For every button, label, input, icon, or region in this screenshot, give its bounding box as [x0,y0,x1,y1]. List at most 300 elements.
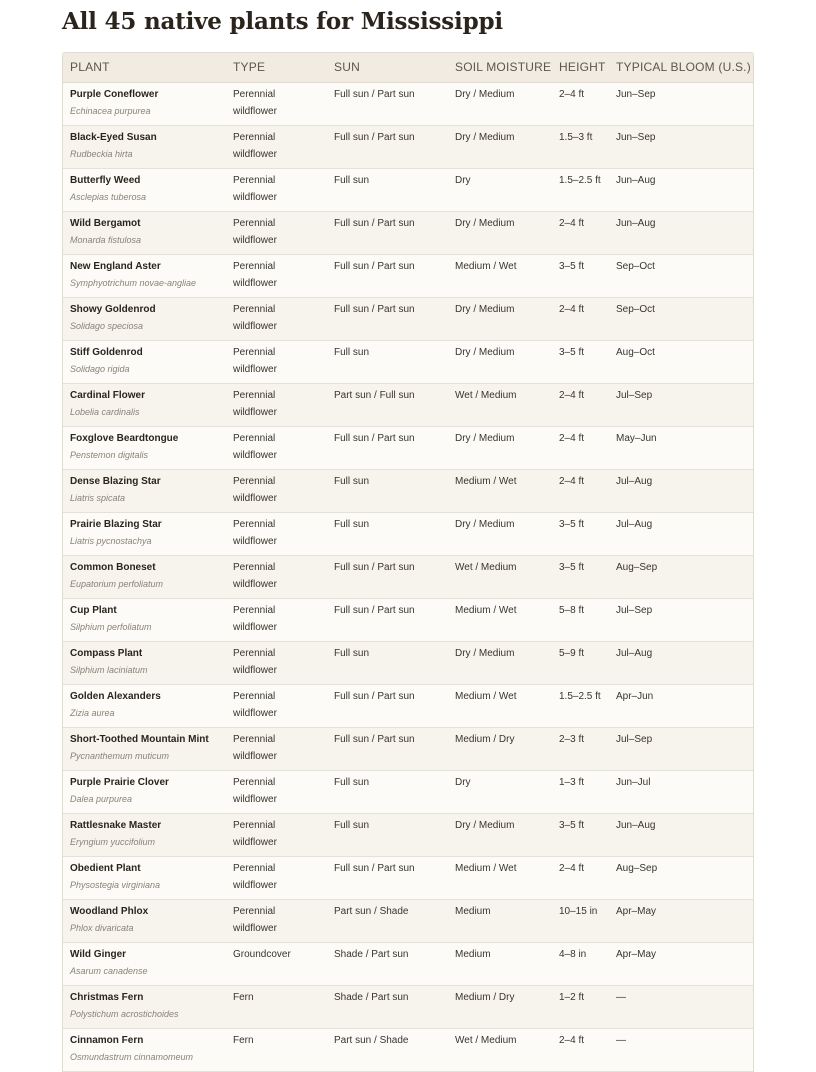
column-header-type[interactable]: TYPE [226,53,327,82]
sun-cell [327,770,448,813]
sun-cell-text: Full sun / Part sun [334,260,415,272]
plant-scientific-name: Asarum canadense [70,966,148,976]
bloom-cell-text: Sep–Oct [616,260,655,272]
bloom-cell [609,125,753,168]
soil-moisture-cell [448,641,552,684]
plant-type-cell-text: Perennial wildflower [233,174,277,203]
sun-cell-text: Part sun / Shade [334,905,409,917]
height-cell-text: 2–3 ft [559,733,585,745]
soil-moisture-cell [448,555,552,598]
table-row[interactable] [63,426,753,469]
height-cell [552,168,609,211]
bloom-cell [609,512,753,555]
sun-cell-text: Full sun [334,518,370,530]
height-cell [552,856,609,899]
soil-moisture-cell-text: Dry / Medium [455,88,515,100]
height-cell [552,254,609,297]
sun-cell-text: Part sun / Shade [334,1034,409,1046]
plant-scientific-name: Phlox divaricata [70,923,134,933]
soil-moisture-cell-text: Dry / Medium [455,346,515,358]
soil-moisture-cell-text: Dry / Medium [455,303,515,315]
column-header-plant[interactable]: PLANT [63,53,226,82]
plant-cell [63,297,226,340]
plant-common-name: Golden Alexanders [70,690,161,702]
soil-moisture-cell-text: Wet / Medium [455,389,517,401]
height-cell-text: 2–4 ft [559,1034,585,1046]
plant-type-cell [226,168,327,211]
bloom-cell [609,985,753,1028]
column-header-height[interactable]: HEIGHT [552,53,609,82]
height-cell [552,942,609,985]
height-cell [552,211,609,254]
soil-moisture-cell [448,684,552,727]
plant-type-cell-text: Perennial wildflower [233,604,277,633]
bloom-cell-text: — [616,991,626,1003]
bloom-cell [609,899,753,942]
soil-moisture-cell-text: Medium / Wet [455,475,517,487]
plant-scientific-name: Dalea purpurea [70,794,133,804]
bloom-cell [609,942,753,985]
soil-moisture-cell [448,727,552,770]
plant-common-name: Woodland Phlox [70,905,149,917]
plant-scientific-name: Asclepias tuberosa [70,192,147,202]
plant-common-name: Cup Plant [70,604,117,616]
plant-common-name: Showy Goldenrod [70,303,156,315]
sun-cell [327,1028,448,1071]
height-cell [552,899,609,942]
plant-type-cell [226,340,327,383]
sun-cell [327,942,448,985]
table-row[interactable] [63,598,753,641]
soil-moisture-cell-text: Medium / Dry [455,991,515,1003]
bloom-cell [609,383,753,426]
soil-moisture-cell-text: Medium [455,948,491,960]
height-cell [552,641,609,684]
plant-common-name: Compass Plant [70,647,143,659]
plant-type-cell [226,1028,327,1071]
plant-type-cell [226,426,327,469]
plant-type-cell-text: Perennial wildflower [233,518,277,547]
plant-scientific-name: Liatris pycnostachya [70,536,152,546]
height-cell-text: 2–4 ft [559,862,585,874]
plant-cell [63,856,226,899]
height-cell-text: 3–5 ft [559,518,585,530]
bloom-cell [609,727,753,770]
table-row[interactable] [63,297,753,340]
plant-common-name: Wild Bergamot [70,217,141,229]
table-row[interactable] [63,856,753,899]
plant-scientific-name: Eupatorium perfoliatum [70,579,164,589]
bloom-cell [609,1028,753,1071]
bloom-cell [609,254,753,297]
soil-moisture-cell-text: Medium / Wet [455,260,517,272]
soil-moisture-cell [448,168,552,211]
plant-type-cell-text: Perennial wildflower [233,303,277,332]
soil-moisture-cell [448,254,552,297]
plant-common-name: Rattlesnake Master [70,819,162,831]
bloom-cell [609,598,753,641]
page-title: All 45 native plants for Mississippi [62,8,503,35]
plant-common-name: Obedient Plant [70,862,141,874]
soil-moisture-cell-text: Dry / Medium [455,131,515,143]
plant-scientific-name: Eryngium yuccifolium [70,837,156,847]
plant-cell [63,727,226,770]
plant-cell [63,340,226,383]
soil-moisture-cell-text: Dry / Medium [455,217,515,229]
table-row[interactable] [63,340,753,383]
soil-moisture-cell-text: Dry [455,174,471,186]
sun-cell [327,297,448,340]
plant-type-cell-text: Groundcover [233,948,291,960]
sun-cell [327,383,448,426]
plant-common-name: Butterfly Weed [70,174,141,186]
sun-cell-text: Full sun [334,174,370,186]
height-cell [552,340,609,383]
plant-cell [63,598,226,641]
plant-type-cell-text: Perennial wildflower [233,561,277,590]
plant-type-cell-text: Perennial wildflower [233,819,277,848]
plant-type-cell [226,684,327,727]
height-cell-text: 3–5 ft [559,260,585,272]
plant-type-cell-text: Perennial wildflower [233,346,277,375]
height-cell [552,684,609,727]
plant-type-cell [226,942,327,985]
sun-cell-text: Full sun / Part sun [334,432,415,444]
bloom-cell-text: Jul–Aug [616,647,653,659]
plant-type-cell-text: Perennial wildflower [233,432,277,461]
soil-moisture-cell-text: Dry / Medium [455,647,515,659]
soil-moisture-cell-text: Medium / Wet [455,604,517,616]
soil-moisture-cell-text: Dry / Medium [455,518,515,530]
height-cell-text: 2–4 ft [559,432,585,444]
soil-moisture-cell [448,899,552,942]
sun-cell-text: Full sun [334,346,370,358]
plant-type-cell [226,598,327,641]
plant-common-name: Cinnamon Fern [70,1034,144,1046]
bloom-cell-text: Aug–Sep [616,862,658,874]
bloom-cell [609,469,753,512]
plant-cell [63,125,226,168]
sun-cell [327,211,448,254]
table-row[interactable] [63,985,753,1028]
height-cell-text: 5–9 ft [559,647,585,659]
plant-cell [63,469,226,512]
sun-cell [327,856,448,899]
plant-type-cell-text: Perennial wildflower [233,690,277,719]
height-cell-text: 5–8 ft [559,604,585,616]
sun-cell-text: Shade / Part sun [334,991,409,1003]
plant-common-name: Common Boneset [70,561,156,573]
plant-cell [63,641,226,684]
plant-common-name: Black-Eyed Susan [70,131,157,143]
bloom-cell [609,211,753,254]
height-cell-text: 3–5 ft [559,819,585,831]
plant-type-cell-text: Perennial wildflower [233,88,277,117]
soil-moisture-cell [448,383,552,426]
height-cell [552,985,609,1028]
plant-type-cell-text: Perennial wildflower [233,647,277,676]
height-cell-text: 2–4 ft [559,389,585,401]
bloom-cell-text: Jul–Aug [616,475,653,487]
table-row[interactable] [63,942,753,985]
sun-cell-text: Full sun [334,819,370,831]
plant-common-name: Foxglove Beardtongue [70,432,179,444]
bloom-cell [609,297,753,340]
bloom-cell [609,684,753,727]
bloom-cell [609,641,753,684]
height-cell-text: 1–3 ft [559,776,585,788]
soil-moisture-cell-text: Dry / Medium [455,819,515,831]
height-cell-text: 10–15 in [559,905,598,917]
plant-type-cell-text: Perennial wildflower [233,131,277,160]
plant-type-cell-text: Perennial wildflower [233,475,277,504]
height-cell [552,1028,609,1071]
plant-scientific-name: Polystichum acrostichoides [70,1009,179,1019]
plant-type-cell [226,512,327,555]
height-cell-text: 3–5 ft [559,561,585,573]
table-row[interactable] [63,555,753,598]
plant-cell [63,684,226,727]
sun-cell [327,426,448,469]
sun-cell-text: Full sun / Part sun [334,604,415,616]
plant-scientific-name: Silphium perfoliatum [70,622,152,632]
plant-scientific-name: Physostegia virginiana [70,880,161,890]
bloom-cell-text: Apr–May [616,948,657,960]
bloom-cell [609,426,753,469]
sun-cell [327,512,448,555]
plant-type-cell [226,985,327,1028]
plant-type-cell [226,82,327,125]
soil-moisture-cell [448,512,552,555]
plant-common-name: Stiff Goldenrod [70,346,143,358]
plant-scientific-name: Echinacea purpurea [70,106,151,116]
sun-cell [327,555,448,598]
bloom-cell [609,770,753,813]
sun-cell [327,813,448,856]
soil-moisture-cell [448,770,552,813]
table-row[interactable] [63,770,753,813]
plant-type-cell-text: Perennial wildflower [233,260,277,289]
column-header-soil-moisture[interactable]: SOIL MOISTURE [448,53,552,82]
height-cell [552,555,609,598]
table-header [63,53,753,82]
bloom-cell-text: Sep–Oct [616,303,655,315]
plants-table-container [62,52,754,1072]
height-cell [552,125,609,168]
sun-cell [327,254,448,297]
sun-cell-text: Full sun / Part sun [334,88,415,100]
sun-cell-text: Full sun / Part sun [334,862,415,874]
height-cell-text: 4–8 in [559,948,587,960]
plant-scientific-name: Rudbeckia hirta [70,149,133,159]
plant-type-cell [226,856,327,899]
table-row[interactable] [63,211,753,254]
table-row[interactable] [63,125,753,168]
plant-common-name: Dense Blazing Star [70,475,161,487]
plant-scientific-name: Lobelia cardinalis [70,407,140,417]
column-header-sun[interactable]: SUN [327,53,448,82]
soil-moisture-cell-text: Wet / Medium [455,561,517,573]
bloom-cell-text: Jun–Aug [616,174,656,186]
plant-cell [63,1028,226,1071]
plant-type-cell [226,469,327,512]
table-row[interactable] [63,641,753,684]
soil-moisture-cell [448,598,552,641]
soil-moisture-cell-text: Medium / Wet [455,862,517,874]
plant-scientific-name: Liatris spicata [70,493,126,503]
height-cell [552,426,609,469]
bloom-cell-text: Jun–Jul [616,776,651,788]
table-row[interactable] [63,727,753,770]
soil-moisture-cell-text: Dry / Medium [455,432,515,444]
plant-cell [63,899,226,942]
soil-moisture-cell [448,469,552,512]
sun-cell-text: Part sun / Full sun [334,389,415,401]
bloom-cell [609,340,753,383]
plant-type-cell-text: Perennial wildflower [233,905,277,934]
height-cell [552,297,609,340]
soil-moisture-cell-text: Medium [455,905,491,917]
table-row[interactable] [63,82,753,125]
sun-cell [327,82,448,125]
plant-type-cell [226,555,327,598]
height-cell [552,598,609,641]
soil-moisture-cell-text: Medium / Wet [455,690,517,702]
table-row[interactable] [63,813,753,856]
height-cell-text: 3–5 ft [559,346,585,358]
height-cell-text: 2–4 ft [559,303,585,315]
soil-moisture-cell [448,125,552,168]
plant-type-cell-text: Perennial wildflower [233,862,277,891]
plant-cell [63,426,226,469]
table-row[interactable] [63,512,753,555]
height-cell-text: 2–4 ft [559,88,585,100]
bloom-cell-text: Aug–Sep [616,561,658,573]
soil-moisture-cell [448,297,552,340]
soil-moisture-cell [448,813,552,856]
plant-type-cell [226,125,327,168]
plant-common-name: Wild Ginger [70,948,127,960]
sun-cell [327,168,448,211]
plant-scientific-name: Solidago rigida [70,364,130,374]
bloom-cell-text: Aug–Oct [616,346,655,358]
plant-scientific-name: Pycnanthemum muticum [70,751,170,761]
height-cell [552,770,609,813]
bloom-cell-text: Jul–Sep [616,389,653,401]
bloom-cell-text: Apr–Jun [616,690,654,702]
plant-common-name: Purple Coneflower [70,88,159,100]
sun-cell-text: Full sun / Part sun [334,733,415,745]
plant-type-cell [226,211,327,254]
plant-type-cell [226,770,327,813]
bloom-cell-text: Apr–May [616,905,657,917]
bloom-cell-text: Jun–Aug [616,819,656,831]
plant-type-cell-text: Fern [233,1034,254,1046]
sun-cell [327,985,448,1028]
plant-cell [63,985,226,1028]
sun-cell [327,727,448,770]
plant-scientific-name: Symphyotrichum novae-angliae [70,278,197,288]
height-cell [552,813,609,856]
plant-scientific-name: Silphium laciniatum [70,665,148,675]
plant-type-cell [226,641,327,684]
plant-scientific-name: Penstemon digitalis [70,450,149,460]
soil-moisture-cell [448,856,552,899]
bloom-cell [609,813,753,856]
bloom-cell [609,856,753,899]
table-row[interactable] [63,1028,753,1071]
header-row [63,53,753,82]
sun-cell-text: Full sun [334,475,370,487]
bloom-cell-text: — [616,1034,626,1046]
plant-type-cell [226,899,327,942]
bloom-cell-text: Jul–Sep [616,733,653,745]
plant-cell [63,555,226,598]
sun-cell [327,899,448,942]
table-row[interactable] [63,254,753,297]
plant-cell [63,383,226,426]
plant-type-cell [226,297,327,340]
bloom-cell-text: Jul–Sep [616,604,653,616]
plant-scientific-name: Osmundastrum cinnamomeum [70,1052,194,1062]
soil-moisture-cell [448,340,552,383]
plant-cell [63,211,226,254]
table-row[interactable] [63,684,753,727]
sun-cell [327,641,448,684]
bloom-cell-text: Jun–Sep [616,88,656,100]
bloom-cell-text: Jul–Aug [616,518,653,530]
plant-cell [63,942,226,985]
bloom-cell [609,555,753,598]
plant-cell [63,254,226,297]
table-row[interactable] [63,383,753,426]
bloom-cell-text: Jun–Sep [616,131,656,143]
sun-cell-text: Full sun / Part sun [334,131,415,143]
sun-cell-text: Full sun / Part sun [334,303,415,315]
plant-common-name: New England Aster [70,260,161,272]
sun-cell [327,684,448,727]
table-row[interactable] [63,168,753,211]
soil-moisture-cell [448,426,552,469]
plant-common-name: Short-Toothed Mountain Mint [70,733,209,745]
plant-type-cell-text: Perennial wildflower [233,776,277,805]
sun-cell-text: Full sun / Part sun [334,561,415,573]
table-row[interactable] [63,469,753,512]
height-cell-text: 1.5–2.5 ft [559,174,601,186]
soil-moisture-cell [448,82,552,125]
plant-scientific-name: Monarda fistulosa [70,235,142,245]
plant-scientific-name: Zizia aurea [70,708,115,718]
soil-moisture-cell [448,211,552,254]
plant-type-cell [226,254,327,297]
plant-scientific-name: Solidago speciosa [70,321,144,331]
sun-cell-text: Full sun [334,647,370,659]
sun-cell [327,340,448,383]
bloom-cell-text: May–Jun [616,432,657,444]
plant-type-cell [226,813,327,856]
plant-cell [63,512,226,555]
bloom-cell [609,82,753,125]
soil-moisture-cell-text: Dry [455,776,471,788]
plant-type-cell-text: Fern [233,991,254,1003]
soil-moisture-cell-text: Medium / Dry [455,733,515,745]
sun-cell-text: Full sun / Part sun [334,217,415,229]
sun-cell [327,598,448,641]
table-row[interactable] [63,899,753,942]
column-header-typical-bloom[interactable]: TYPICAL BLOOM (U.S.) [609,53,753,82]
height-cell-text: 1.5–3 ft [559,131,593,143]
plant-cell [63,168,226,211]
